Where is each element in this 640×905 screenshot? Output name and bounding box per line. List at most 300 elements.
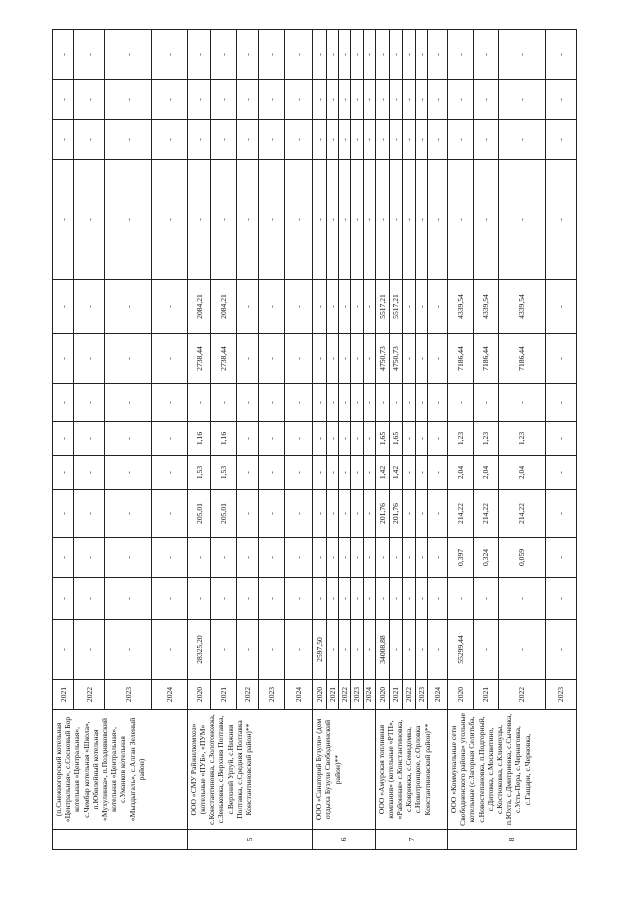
value-cell: - — [74, 490, 105, 538]
year-cell: 2022 — [339, 680, 351, 710]
value-cell: - — [363, 160, 375, 280]
value-cell: - — [211, 160, 237, 280]
value-cell: - — [211, 30, 237, 80]
value-cell: - — [351, 30, 363, 80]
value-cell: - — [473, 80, 498, 120]
value-cell: - — [339, 538, 351, 578]
value-cell: - — [389, 620, 402, 680]
value-cell: - — [546, 578, 577, 620]
row-number — [53, 830, 188, 850]
value-cell: - — [327, 160, 339, 280]
value-cell: - — [351, 80, 363, 120]
value-cell: 4339,54 — [498, 280, 545, 334]
value-cell: - — [402, 384, 415, 422]
value-cell: 5517,21 — [389, 280, 402, 334]
value-cell: - — [74, 422, 105, 456]
value-cell: - — [313, 422, 327, 456]
value-cell: - — [546, 538, 577, 578]
value-cell: - — [313, 160, 327, 280]
value-cell: - — [284, 280, 312, 334]
value-cell: - — [363, 578, 375, 620]
value-cell: - — [389, 160, 402, 280]
value-cell: - — [363, 120, 375, 160]
value-cell: - — [284, 538, 312, 578]
table-row — [375, 30, 389, 850]
value-cell: 4339,54 — [447, 280, 473, 334]
value-cell: - — [152, 160, 187, 280]
year-cell: 2024 — [363, 680, 375, 710]
value-cell: - — [402, 538, 415, 578]
value-cell: - — [402, 578, 415, 620]
value-cell: - — [546, 80, 577, 120]
value-cell: - — [327, 620, 339, 680]
value-cell: - — [187, 578, 211, 620]
value-cell: 7186,44 — [447, 334, 473, 384]
value-cell: 1,23 — [473, 422, 498, 456]
value-cell: - — [351, 120, 363, 160]
value-cell: - — [447, 160, 473, 280]
value-cell: 1,23 — [447, 422, 473, 456]
value-cell: - — [415, 160, 427, 280]
value-cell: - — [187, 30, 211, 80]
row-number: 6 — [313, 830, 375, 850]
year-cell: 2023 — [415, 680, 427, 710]
value-cell: 5517,21 — [375, 280, 389, 334]
value-cell: - — [375, 80, 389, 120]
year-cell: 2024 — [284, 680, 312, 710]
value-cell: - — [187, 120, 211, 160]
value-cell: - — [498, 384, 545, 422]
value-cell: - — [427, 620, 447, 680]
rotated-page — [52, 30, 577, 850]
value-cell: - — [53, 120, 74, 160]
value-cell: - — [74, 456, 105, 490]
value-cell: - — [327, 80, 339, 120]
value-cell: - — [546, 334, 577, 384]
value-cell: - — [237, 30, 258, 80]
value-cell: - — [105, 80, 152, 120]
value-cell: - — [339, 160, 351, 280]
value-cell: - — [258, 384, 284, 422]
value-cell: - — [546, 160, 577, 280]
value-cell: - — [402, 334, 415, 384]
organization-name: ООО «Коммунальные сети Свободненского района» угольные котельные (с.Загорная Селитьба, с.Новостепановка, п.Подгорный, с.Дитовка, с.Москвитино, с.Костюковка, с.Климоуцы, п.Юхта, с.Дмитриевка, с.Сычевка, с.Усть-Пера, с.Черниговка, с.Гащари, с.Черновка, — [447, 710, 576, 830]
value-cell: - — [258, 490, 284, 538]
value-cell: - — [105, 490, 152, 538]
year-cell: 2022 — [498, 680, 545, 710]
value-cell: - — [152, 578, 187, 620]
value-cell: - — [258, 538, 284, 578]
value-cell: - — [339, 620, 351, 680]
value-cell: - — [363, 334, 375, 384]
value-cell: - — [105, 384, 152, 422]
value-cell: - — [363, 280, 375, 334]
value-cell: - — [258, 422, 284, 456]
year-cell: 2022 — [74, 680, 105, 710]
value-cell: - — [415, 538, 427, 578]
value-cell: 1,65 — [375, 422, 389, 456]
value-cell: - — [546, 456, 577, 490]
value-cell: - — [74, 538, 105, 578]
value-cell: - — [152, 280, 187, 334]
value-cell: - — [237, 538, 258, 578]
value-cell: - — [546, 384, 577, 422]
value-cell: - — [211, 538, 237, 578]
value-cell: - — [284, 80, 312, 120]
value-cell: - — [473, 120, 498, 160]
value-cell: - — [498, 30, 545, 80]
organization-name: (п.Снежногорский котельная «Центральная», с.Сосновый Бор котельная «Центральная», с.Чембар котельная «Школа», п.Юбилейный котельная «Мухулинка», п.Поздняковский котельная «Центральная», с.Уманков котельная «Мыздыгаль», с.Алган Зеленый район) — [53, 710, 188, 830]
value-cell: - — [105, 538, 152, 578]
value-cell: - — [389, 538, 402, 578]
value-cell: - — [53, 490, 74, 538]
value-cell: - — [237, 280, 258, 334]
value-cell: - — [327, 490, 339, 538]
value-cell: - — [313, 334, 327, 384]
value-cell: - — [313, 120, 327, 160]
value-cell: - — [152, 422, 187, 456]
value-cell: - — [237, 384, 258, 422]
value-cell: 1,23 — [498, 422, 545, 456]
value-cell: 2,04 — [498, 456, 545, 490]
value-cell: - — [327, 280, 339, 334]
value-cell: 4750,73 — [389, 334, 402, 384]
table-body — [53, 30, 577, 850]
value-cell: - — [415, 384, 427, 422]
value-cell: - — [237, 120, 258, 160]
value-cell: - — [237, 490, 258, 538]
value-cell: - — [427, 384, 447, 422]
value-cell: - — [427, 422, 447, 456]
value-cell: - — [237, 456, 258, 490]
value-cell: - — [313, 280, 327, 334]
year-cell: 2022 — [402, 680, 415, 710]
value-cell: - — [284, 578, 312, 620]
year-cell: 2020 — [375, 680, 389, 710]
value-cell: - — [415, 334, 427, 384]
value-cell: - — [327, 384, 339, 422]
value-cell: - — [415, 120, 427, 160]
value-cell: - — [53, 456, 74, 490]
value-cell: - — [105, 422, 152, 456]
value-cell: 1,65 — [389, 422, 402, 456]
value-cell: - — [427, 80, 447, 120]
value-cell: - — [498, 578, 545, 620]
value-cell: 55299,44 — [447, 620, 473, 680]
value-cell: - — [53, 334, 74, 384]
value-cell: - — [152, 384, 187, 422]
value-cell: - — [74, 620, 105, 680]
value-cell: - — [389, 384, 402, 422]
value-cell: - — [402, 80, 415, 120]
value-cell: - — [211, 120, 237, 160]
year-cell: 2024 — [427, 680, 447, 710]
value-cell: - — [53, 384, 74, 422]
value-cell: 2738,44 — [211, 334, 237, 384]
value-cell: - — [237, 578, 258, 620]
value-cell: - — [415, 620, 427, 680]
tariff-table — [52, 29, 577, 850]
value-cell: - — [351, 280, 363, 334]
value-cell: - — [313, 80, 327, 120]
value-cell: - — [258, 334, 284, 384]
value-cell: 0,397 — [447, 538, 473, 578]
value-cell: - — [74, 160, 105, 280]
value-cell: - — [105, 160, 152, 280]
value-cell: - — [313, 578, 327, 620]
value-cell: 1,16 — [211, 422, 237, 456]
value-cell: - — [473, 160, 498, 280]
value-cell: 7186,44 — [473, 334, 498, 384]
value-cell: - — [375, 30, 389, 80]
value-cell: - — [473, 30, 498, 80]
value-cell: - — [211, 80, 237, 120]
year-cell: 2022 — [237, 680, 258, 710]
value-cell: 2738,44 — [187, 334, 211, 384]
value-cell: - — [74, 384, 105, 422]
value-cell: 1,16 — [187, 422, 211, 456]
value-cell: - — [351, 538, 363, 578]
value-cell: 214,22 — [473, 490, 498, 538]
value-cell: - — [74, 30, 105, 80]
value-cell: - — [351, 578, 363, 620]
year-cell: 2021 — [211, 680, 237, 710]
value-cell: - — [427, 538, 447, 578]
value-cell: - — [363, 80, 375, 120]
value-cell: - — [498, 80, 545, 120]
year-cell: 2021 — [53, 680, 74, 710]
value-cell: - — [415, 280, 427, 334]
value-cell: 205,01 — [187, 490, 211, 538]
value-cell: - — [152, 456, 187, 490]
year-cell: 2023 — [105, 680, 152, 710]
value-cell: - — [339, 120, 351, 160]
value-cell: - — [339, 384, 351, 422]
year-cell: 2023 — [351, 680, 363, 710]
value-cell: - — [546, 30, 577, 80]
value-cell: - — [498, 160, 545, 280]
value-cell: 1,53 — [211, 456, 237, 490]
value-cell: - — [327, 578, 339, 620]
value-cell: - — [546, 120, 577, 160]
year-cell: 2020 — [313, 680, 327, 710]
value-cell: - — [211, 384, 237, 422]
year-cell: 2020 — [447, 680, 473, 710]
value-cell: - — [389, 120, 402, 160]
value-cell: - — [402, 456, 415, 490]
value-cell: - — [415, 80, 427, 120]
value-cell: - — [415, 578, 427, 620]
value-cell: - — [284, 160, 312, 280]
value-cell: - — [339, 280, 351, 334]
value-cell: - — [427, 160, 447, 280]
table-row — [187, 30, 211, 850]
value-cell: - — [284, 620, 312, 680]
value-cell: - — [152, 120, 187, 160]
value-cell: - — [402, 120, 415, 160]
value-cell: - — [339, 490, 351, 538]
value-cell: - — [327, 456, 339, 490]
value-cell: - — [74, 578, 105, 620]
value-cell: - — [447, 120, 473, 160]
value-cell: - — [546, 490, 577, 538]
value-cell: 34008,88 — [375, 620, 389, 680]
value-cell: - — [313, 490, 327, 538]
value-cell: - — [363, 456, 375, 490]
value-cell: - — [53, 422, 74, 456]
value-cell: - — [258, 120, 284, 160]
value-cell: - — [211, 578, 237, 620]
value-cell: 1,53 — [187, 456, 211, 490]
value-cell: - — [152, 30, 187, 80]
value-cell: - — [258, 620, 284, 680]
value-cell: - — [447, 578, 473, 620]
table-row — [53, 30, 74, 850]
value-cell: - — [187, 160, 211, 280]
value-cell: - — [105, 620, 152, 680]
value-cell: - — [187, 384, 211, 422]
value-cell: - — [152, 620, 187, 680]
value-cell: - — [152, 334, 187, 384]
value-cell: - — [546, 620, 577, 680]
value-cell: - — [375, 160, 389, 280]
year-cell: 2024 — [152, 680, 187, 710]
value-cell: - — [339, 422, 351, 456]
value-cell: - — [473, 384, 498, 422]
value-cell: - — [53, 620, 74, 680]
value-cell: - — [351, 384, 363, 422]
value-cell: - — [351, 456, 363, 490]
value-cell: - — [498, 120, 545, 160]
value-cell: - — [53, 160, 74, 280]
value-cell: - — [284, 490, 312, 538]
value-cell: - — [375, 578, 389, 620]
value-cell: - — [447, 30, 473, 80]
value-cell: - — [389, 30, 402, 80]
value-cell: - — [284, 30, 312, 80]
value-cell: - — [339, 80, 351, 120]
value-cell: 201,76 — [375, 490, 389, 538]
value-cell: - — [339, 578, 351, 620]
value-cell: - — [363, 490, 375, 538]
value-cell: - — [427, 280, 447, 334]
value-cell: - — [105, 280, 152, 334]
value-cell: - — [327, 334, 339, 384]
value-cell: - — [284, 120, 312, 160]
value-cell: - — [152, 490, 187, 538]
year-cell: 2020 — [187, 680, 211, 710]
value-cell: - — [53, 80, 74, 120]
value-cell: - — [351, 160, 363, 280]
value-cell: - — [389, 578, 402, 620]
value-cell: - — [351, 422, 363, 456]
value-cell: 7186,44 — [498, 334, 545, 384]
value-cell: 0,059 — [498, 538, 545, 578]
value-cell: - — [53, 538, 74, 578]
value-cell: - — [402, 160, 415, 280]
value-cell: - — [351, 620, 363, 680]
value-cell: 201,76 — [389, 490, 402, 538]
value-cell: - — [363, 422, 375, 456]
value-cell: - — [415, 422, 427, 456]
organization-name: ООО «СМУ Райжилкомхоз» (котельные «ПУБ», «ПУМ» с.Константиновка, с.Золотоножка, с.Зеньковка, с.Верхняя Полтавка, с.Верхний Уртуй, с.Нижняя Полтавка, с.Средняя Полтавка Константиновский район)** — [187, 710, 312, 830]
value-cell: - — [258, 80, 284, 120]
value-cell: - — [284, 384, 312, 422]
value-cell: - — [187, 538, 211, 578]
value-cell: - — [339, 30, 351, 80]
value-cell: 1,42 — [389, 456, 402, 490]
value-cell: - — [74, 120, 105, 160]
value-cell: - — [313, 30, 327, 80]
value-cell: - — [427, 334, 447, 384]
value-cell: - — [402, 30, 415, 80]
value-cell: - — [447, 384, 473, 422]
value-cell: - — [427, 120, 447, 160]
value-cell: - — [327, 30, 339, 80]
value-cell: - — [105, 456, 152, 490]
value-cell: - — [339, 334, 351, 384]
value-cell: 214,22 — [447, 490, 473, 538]
year-cell: 2021 — [327, 680, 339, 710]
value-cell: - — [152, 80, 187, 120]
value-cell: 214,22 — [498, 490, 545, 538]
value-cell: - — [284, 456, 312, 490]
value-cell: - — [105, 120, 152, 160]
value-cell: - — [313, 538, 327, 578]
value-cell: - — [327, 120, 339, 160]
value-cell: - — [74, 280, 105, 334]
value-cell: - — [415, 30, 427, 80]
year-cell: 2023 — [546, 680, 577, 710]
value-cell: - — [415, 490, 427, 538]
value-cell: - — [152, 538, 187, 578]
value-cell: - — [402, 620, 415, 680]
value-cell: - — [313, 384, 327, 422]
table-row — [447, 30, 473, 850]
value-cell: - — [237, 334, 258, 384]
value-cell: 2084,21 — [211, 280, 237, 334]
value-cell: 2084,21 — [187, 280, 211, 334]
value-cell: - — [105, 30, 152, 80]
value-cell: - — [375, 120, 389, 160]
value-cell: - — [258, 456, 284, 490]
value-cell: - — [313, 456, 327, 490]
value-cell: - — [389, 80, 402, 120]
value-cell: - — [339, 456, 351, 490]
organization-name: ООО «Амурская топливная компания» (котельные «РТП», «Районная» с.Константиновка, с.Коврижка, с.Семидомка, с.Новотроицкое, с.Орловка Константиновский район)** — [375, 710, 447, 830]
value-cell: 1,42 — [375, 456, 389, 490]
organization-name: ООО «Санаторий Бузули» (дом отдыха Бузули Свободненский район)** — [313, 710, 375, 830]
value-cell: - — [53, 578, 74, 620]
value-cell: - — [427, 30, 447, 80]
value-cell: - — [105, 578, 152, 620]
value-cell: - — [53, 280, 74, 334]
value-cell: - — [447, 80, 473, 120]
value-cell: - — [351, 334, 363, 384]
row-number: 8 — [447, 830, 576, 850]
value-cell: - — [74, 80, 105, 120]
value-cell: - — [351, 490, 363, 538]
row-number: 5 — [187, 830, 312, 850]
value-cell: 4750,73 — [375, 334, 389, 384]
value-cell: 2,04 — [473, 456, 498, 490]
value-cell: - — [327, 422, 339, 456]
value-cell: - — [258, 160, 284, 280]
value-cell: - — [237, 422, 258, 456]
value-cell: - — [258, 280, 284, 334]
value-cell: - — [402, 422, 415, 456]
value-cell: - — [427, 456, 447, 490]
